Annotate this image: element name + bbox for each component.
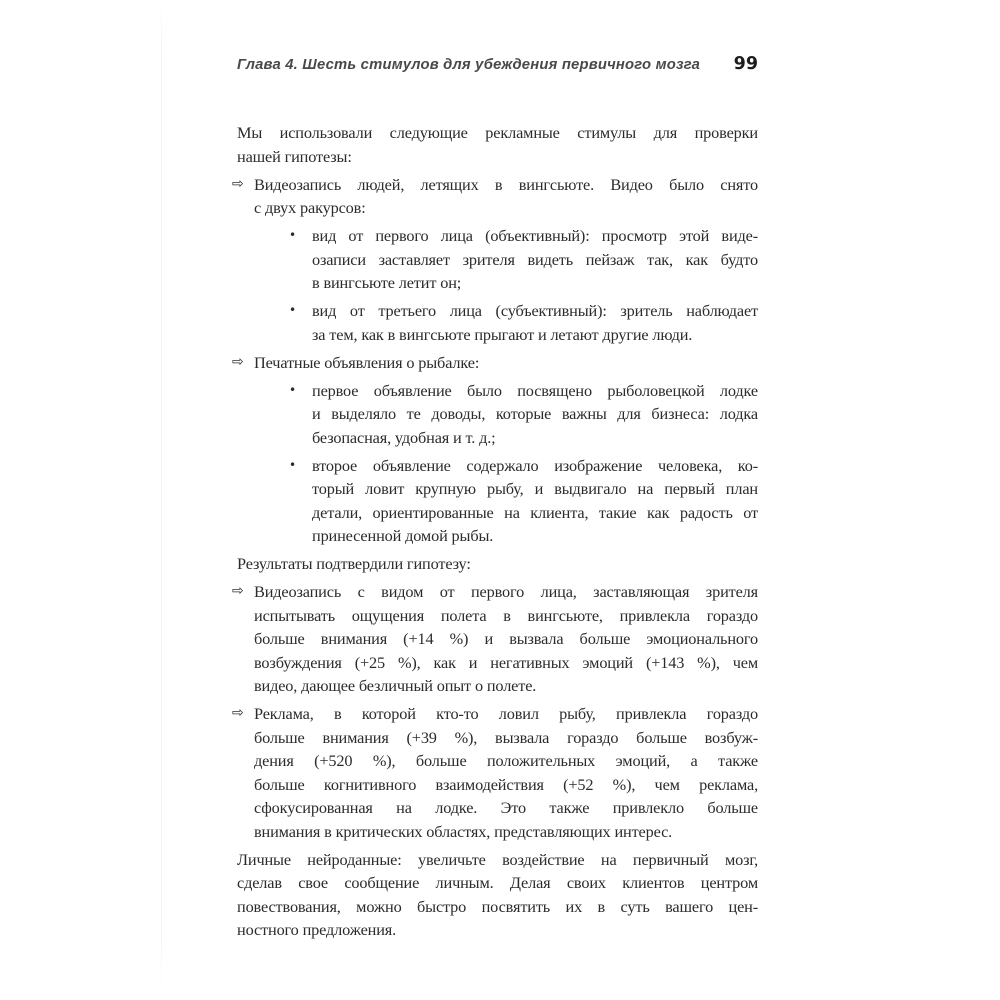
text-line: Реклама, в которой кто-то ловил рыбу, привлекла гораздо xyxy=(254,704,758,723)
text-line: больше внимания (+39 %), вызвала гораздо больше возбуж- xyxy=(254,727,758,747)
arrow-bullet-icon: ⇨ xyxy=(232,353,244,370)
text-line: Результаты подтвердили гипотезу: xyxy=(237,554,471,573)
text-line: второе объявление содержало изображение человека, ко- xyxy=(312,455,758,475)
bullet-dot-icon: • xyxy=(289,382,297,397)
page-number: 99 xyxy=(733,54,758,74)
text-line: возбуждения (+25 %), как и негативных эмоций (+143 %), чем xyxy=(254,652,758,672)
sub-bullet-item xyxy=(237,224,758,295)
page-content xyxy=(232,121,758,946)
text-line: принесенной домой рыбы. xyxy=(312,526,494,545)
text-line: и выделяло те доводы, которые важны для бизнеса: лодка xyxy=(312,404,758,423)
text-line: Личные нейроданные: увеличьте воздействие на первичный мозг, xyxy=(237,849,758,869)
page-edge-line xyxy=(161,0,162,997)
arrow-list-item xyxy=(232,580,758,698)
text-line: вид от первого лица (объективный): просмотр этой виде- xyxy=(312,226,758,245)
text-line: с двух ракурсов: xyxy=(254,198,366,217)
arrow-bullet-icon: ⇨ xyxy=(232,175,244,192)
text-line: больше когнитивного взаимодействия (+52 %), чем реклама, xyxy=(254,774,758,794)
text-line: первое объявление было посвящено рыболовецкой лодке xyxy=(312,380,758,400)
text-line: Видеозапись людей, летящих в вингсьюте. Видео было снято xyxy=(254,174,758,194)
paragraph xyxy=(237,848,758,942)
paragraph xyxy=(237,552,758,576)
bullet-dot-icon: • xyxy=(289,228,297,242)
text-line: за тем, как в вингсьюте прыгают и летают другие люди. xyxy=(312,324,693,344)
arrow-bullet-icon: ⇨ xyxy=(232,705,244,721)
text-line: вид от третьего лица (субъективный): зритель наблюдает xyxy=(312,301,758,320)
sub-bullet-item xyxy=(237,454,758,548)
text-line: дения (+520 %), больше положительных эмоций, а также xyxy=(254,751,758,770)
arrow-list-item xyxy=(232,702,758,843)
text-line: торый ловит крупную рыбу, и выдвигало на первый план xyxy=(312,479,758,498)
text-line: ностного предложения. xyxy=(237,920,397,939)
text-line: повествования, можно быстро посвятить их в суть вашего цен- xyxy=(237,896,758,916)
text-line: в вингсьюте летит он; xyxy=(312,273,462,292)
text-line: испытывать ощущения полета в вингсьюте, привлекла гораздо xyxy=(254,605,758,625)
text-line: Видеозапись с видом от первого лица, заставляющая зрителя xyxy=(254,582,758,601)
page-header xyxy=(237,54,758,74)
sub-bullet-item xyxy=(237,299,758,346)
chapter-title: Глава 4. Шесть стимулов для убеждения первичного мозга xyxy=(237,57,701,73)
text-line: видео, дающее безличный опыт о полете. xyxy=(254,676,537,695)
paragraph xyxy=(237,121,758,168)
bullet-dot-icon: • xyxy=(289,457,297,472)
text-line: Мы использовали следующие рекламные стимулы для проверки xyxy=(237,123,758,142)
arrow-bullet-icon: ⇨ xyxy=(232,583,244,599)
sub-bullet-item xyxy=(237,379,758,450)
bullet-dot-icon: • xyxy=(289,303,297,317)
text-line: больше внимания (+14 %) и вызвала больше эмоционального xyxy=(254,629,758,648)
text-line: детали, ориентированные на клиента, такие как радость от xyxy=(312,502,758,522)
text-line: безопасная, удобная и т. д.; xyxy=(312,427,496,447)
arrow-list-item xyxy=(232,351,758,375)
text-line: озаписи заставляет зрителя видеть пейзаж так, как будто xyxy=(312,249,758,269)
text-line: сделав свое сообщение личным. Делая своих клиентов центром xyxy=(237,873,758,892)
text-line: сфокусированная на лодке. Это также привлекло больше xyxy=(254,798,758,817)
text-line: внимания в критических областях, представляющих интерес. xyxy=(254,821,673,841)
arrow-list-item xyxy=(232,173,758,220)
text-line: нашей гипотезы: xyxy=(237,146,352,166)
text-line: Печатные объявления о рыбалке: xyxy=(254,352,480,372)
